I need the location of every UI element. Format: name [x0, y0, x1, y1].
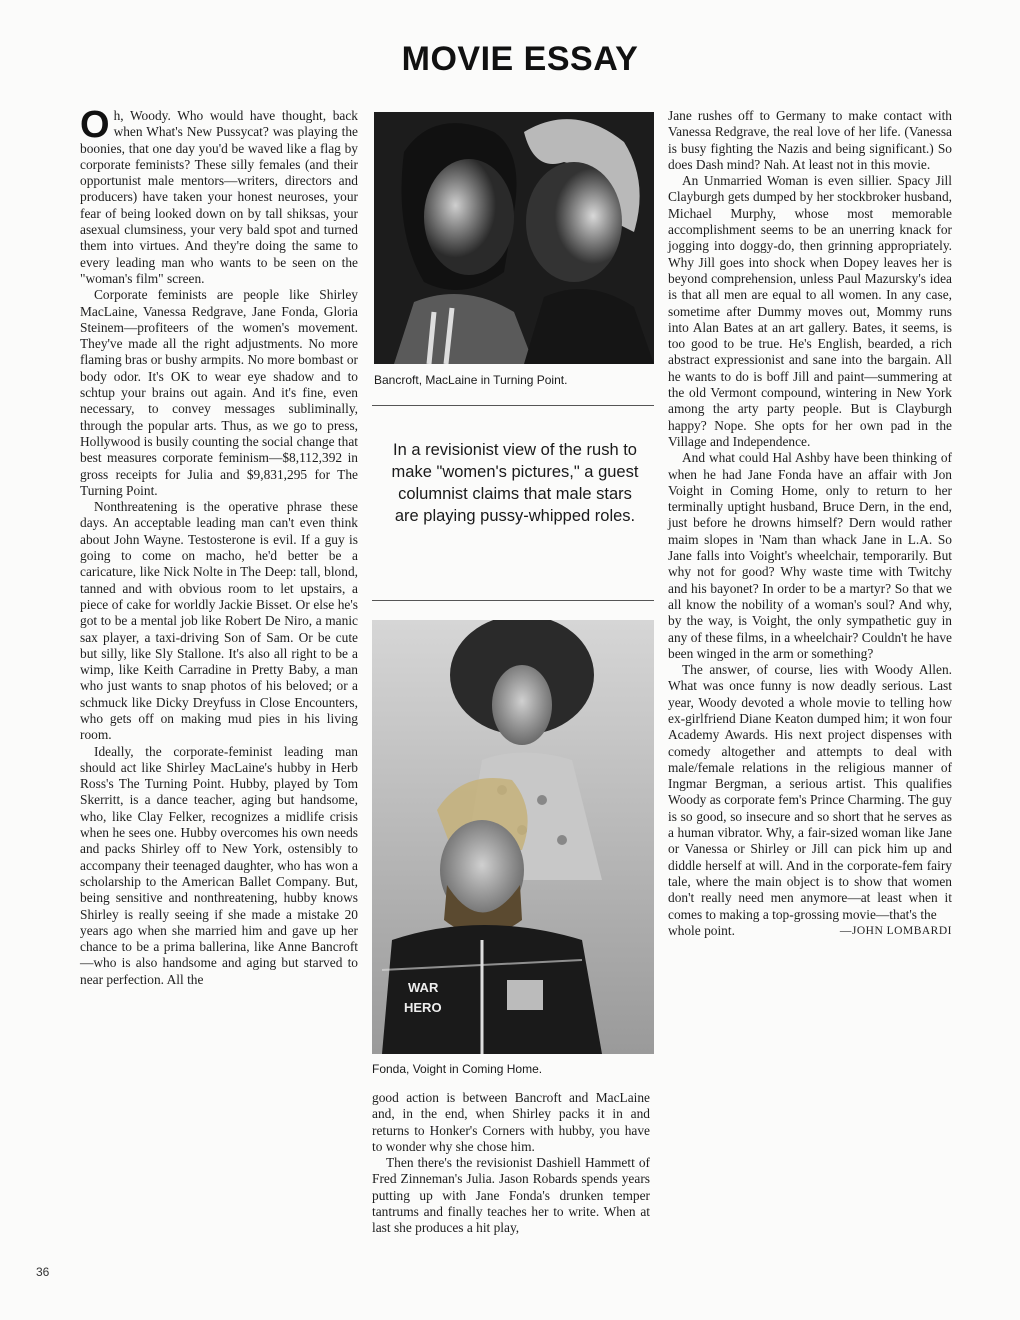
paragraph: Corporate feminists are people like Shirley MacLaine, Vanessa Redgrave, Jane Fonda, Gloria Steinem—profiteers of the women's movement. They've made all the right adjustments. No more flaming bras or bushy armpits. No more bombast or body odor. It's OK to wear eye shadow and to schtup your brains out again. And it's fine, even necessary, to convey messages subliminally, through the popular arts. Thus, as we go to press, Hollywood is busily counting the social change that best measures corporate feminism—$8,112,392 in gross receipts for Julia and $9,831,295 for The Turning Point. — [80, 287, 358, 498]
photo-fonda-voight — [372, 620, 654, 1054]
page-number: 36 — [36, 1265, 50, 1279]
jacket-text: HERO — [404, 1000, 442, 1015]
paragraph: An Unmarried Woman is even sillier. Spacy Jill Clayburgh gets dumped by her stockbroker husband, Michael Murphy, whose most memorable accomplishment seems to be an unerring knack for jogging into doggy-do, then grinning appropriately. Why Jill goes into shock when Dopey leaves her is beyond comprehension, unless Paul Mazursky's idea is that all men are equal to all women. In any case, sometime after Dummy moves out, Mommy runs into Alan Bates at an art gallery. Bates, it seems, is too good to be true. He's English, bearded, a rich abstract expressionist and sane into the bargain. All he wants to do is boff Jill and paint—summering at the old Vermont compound, wintering in New York among the arty party people. But is Clayburgh happy? Nope. She opts for her own pad in the Village and Independence. — [668, 173, 952, 449]
section-title: MOVIE ESSAY — [401, 40, 639, 78]
paragraph: Ideally, the corporate-feminist leading man should act like Shirley MacLaine's hubby in Herb Ross's The Turning Point. Hubby, played by Tom Skerritt, is a dance teacher, aging but handsome, who, like Clay Felker, recognizes a midlife crisis when he sees one. Hubby overcomes his own needs and packs Shirley off to New York, ostensibly to accompany their teenaged daughter, who has won a scholarship to the American Ballet Company. But, being sensitive and nonthreatening, hubby knows Shirley is really seeing if she made a mistake 20 years ago when she married him and gave up her chance to be a prima ballerina, like Anne Bancroft—who is also handsome and aging but starved to near perfection. All the — [80, 743, 358, 987]
photo-bancroft-maclaine — [374, 112, 654, 364]
photo-illustration — [372, 620, 654, 1054]
divider — [372, 405, 654, 406]
paragraph: Nonthreatening is the operative phrase these days. An acceptable leading man can't even think about John Wayne. Testosterone is evil. If a guy is going to come on macho, he'd better be a caricature, like Nick Nolte in The Deep: tall, blond, tanned and with obvious room to let upstairs, a piece of cake for worldly Jackie Bisset. Or else he's got to be a mental job like Robert De Niro, a manic sax player, a taxi-driving Son of Sam. Or be cute but silly, like Sly Stallone. It's also all right to be a wimp, like Keith Carradine in Pretty Baby, a man who just wants to snap photos of his beloved; or a schmuck like Dicky Dreyfuss in Close Encounters, who gets off on making mud pies in his living room. — [80, 499, 358, 743]
middle-column-text — [372, 1090, 650, 1237]
paragraph: And what could Hal Ashby have been thinking of when he had Jane Fonda have an affair with Jon Voight in Coming Home, only to return to her terminally uptight husband, Bruce Dern, in the end, just before he drowns himself? Dern would rather maim slopes in 'Nam than whack Jane in L.A. So Jane falls into Voight's wheelchair, temporarily. But why not for good? Why waste time with Twitchy and his bayonet? In order to be a martyr? So that we all know the nobility of a woman's soul? And why, by the way, is Voight, the only sympathetic guy in any of these films, in a wheelchair? Couldn't he have been winged in the arm or something? — [668, 450, 952, 661]
drop-cap: O — [80, 104, 110, 146]
photo-caption: Fonda, Voight in Coming Home. — [372, 1062, 543, 1076]
paragraph — [80, 104, 358, 287]
paragraph: The answer, of course, lies with Woody Allen. What was once funny is now deadly serious. Last year, Woody devoted a whole movie to telling how ex-girlfriend Diane Keaton dumped him; it won four Academy Awards. His next project dispenses with comedy altogether and attempts to deal with male/female relations in the religious manner of Ingmar Bergman, a serious artist. This qualifies Woody as corporate fem's Prince Charming. The guy is so good, so insecure and so short that he serves as a human vibrator. Why, a fair-sized woman like Jane or Vanessa or Shirley or Jill can pick him up and diddle herself at will. And in the corporate-fem fairy tale, where the main object is to show that women don't really need men anymore—at least when it comes to making a top-grossing movie—that's the — [668, 662, 952, 922]
photo-illustration — [374, 112, 654, 364]
closing-text: whole point. — [668, 922, 735, 938]
closing-line — [668, 923, 952, 939]
paragraph: good action is between Bancroft and MacLaine and, in the end, when Shirley packs it in and returns to Honker's Corners with hubby, you have to wonder why she chose him. — [372, 1090, 650, 1154]
left-column — [80, 104, 358, 988]
photo-caption: Bancroft, MacLaine in Turning Point. — [374, 373, 568, 387]
divider — [372, 600, 654, 601]
paragraph-text: h, Woody. Who would have thought, back when What's New Pussycat? was playing the boonies, that one day you'd be waved like a flag by corporate feminists? These silly females (and their opportunist male mentors—writers, directors and producers) have taken your honest neuroses, your fear of being looked down on by tall shiksas, your asexual clumsiness, your very bald spot and turned them into virtues. And they're doing the same to every leading man who wants to be seen on the "woman's film" screen. — [80, 108, 358, 286]
paragraph: Jane rushes off to Germany to make contact with Vanessa Redgrave, the real love of her life. (Vanessa is busy fighting the Nazis and being significant.) So does Dash mind? Nah. At least not in this movie. — [668, 108, 952, 172]
paragraph: Then there's the revisionist Dashiell Hammett of Fred Zinneman's Julia. Jason Robards spends years putting up with Jane Fonda's drunken temper tantrums and finally teaches her to write. When at last she produces a hit play, — [372, 1155, 650, 1236]
author-byline: —JOHN LOMBARDI — [839, 924, 952, 937]
pull-quote: In a revisionist view of the rush to make "women's pictures," a guest columnist claims that male stars are playing pussy-whipped roles. — [391, 441, 639, 525]
jacket-text: WAR — [408, 980, 439, 995]
right-column — [668, 108, 952, 939]
